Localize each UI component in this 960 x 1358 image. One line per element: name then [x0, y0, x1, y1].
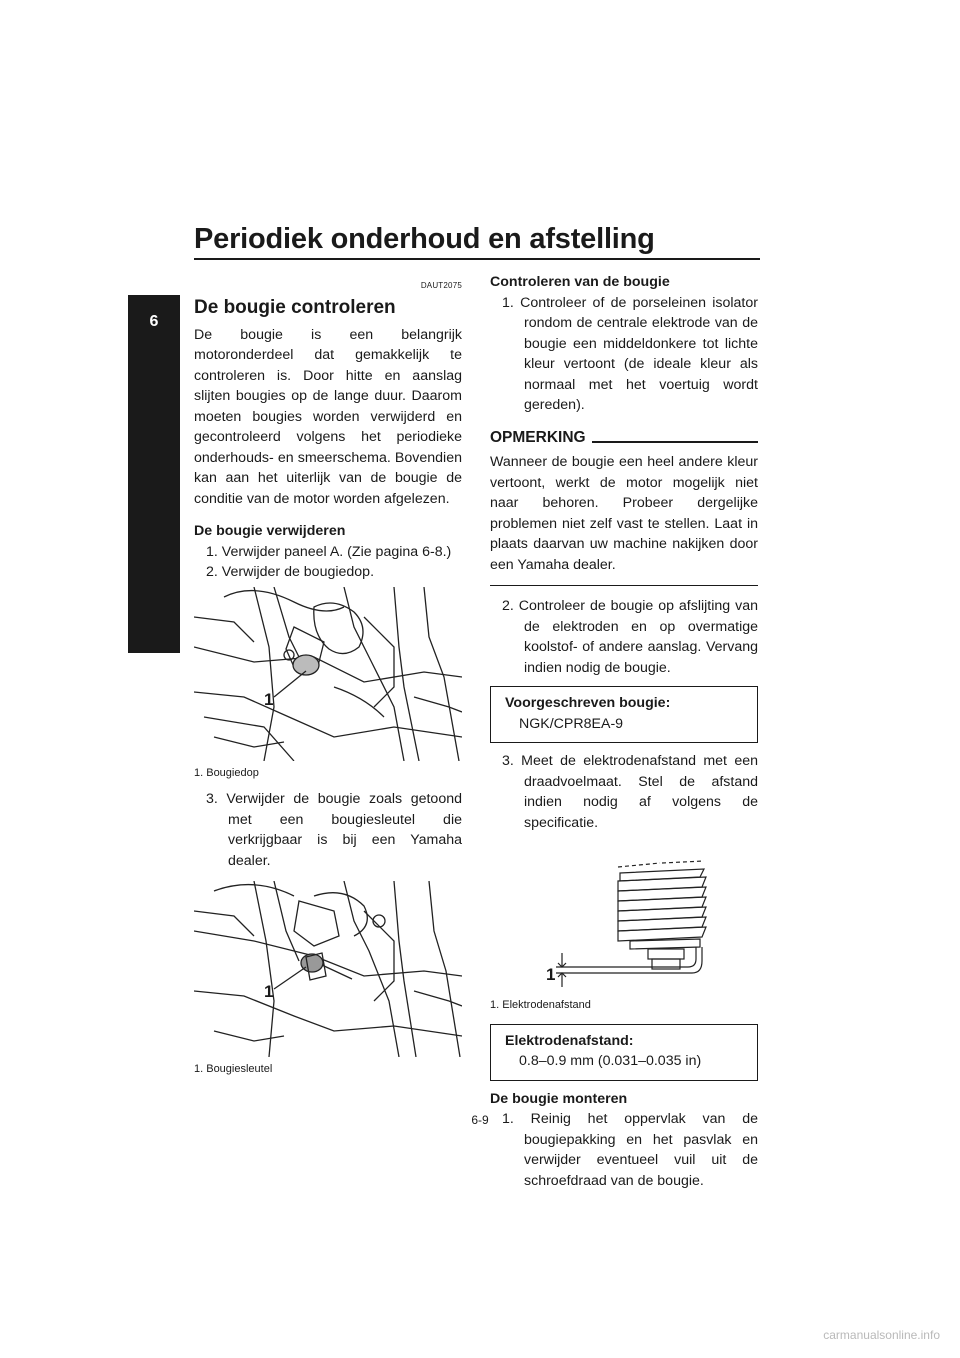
intro-paragraph: De bougie is een belangrijk motoronderdeel dat gemakkelijk te controleren is. Door hitte en aanslag slijten bougies op de lange duur. Daarom moeten bougies worden verwijderd en gecontroleerd volgens het periodieke onderhouds- en smeerschema. Bovendien kan aan het uiterlijk van de bougie de conditie van de motor worden afgelezen.	[194, 326, 462, 507]
spec-box-gap	[490, 1024, 758, 1081]
header-rule	[194, 258, 760, 260]
removal-step-1: 1. Verwijder paneel A. (Zie pagina 6-8.)	[206, 543, 452, 560]
figure-plug-cap	[194, 587, 462, 761]
chapter-tab[interactable]: 6	[128, 295, 180, 653]
spec2-title: Elektrodenafstand:	[505, 1032, 634, 1049]
fig3-label: 1	[546, 965, 556, 984]
fig1-label: 1	[264, 689, 274, 709]
note-heading	[490, 428, 758, 449]
electrode-gap-illustration	[490, 843, 758, 993]
right-column	[490, 272, 758, 1191]
page-number: 6-9	[471, 1113, 489, 1127]
note-title-rule	[592, 441, 758, 443]
section-code: DAUT2075	[420, 281, 462, 290]
inspection-step-3: 3. Meet de elektrodenafstand met een draadvoelmaat. Stel de afstand indien nodig af volgens de specificatie.	[502, 753, 758, 831]
fig2-label: 1	[264, 982, 274, 1001]
figure-electrode-gap	[490, 843, 758, 993]
installation-heading: De bougie monteren	[490, 1090, 628, 1107]
spec-box-plug	[490, 686, 758, 743]
page-title: Periodiek onderhoud en afstelling	[194, 223, 655, 255]
removal-heading: De bougie verwijderen	[194, 523, 346, 539]
removal-step-2: 2. Verwijder de bougiedop.	[206, 564, 375, 580]
figure-plug-wrench	[194, 881, 462, 1057]
fig1-caption: 1. Bougiedop	[194, 766, 259, 779]
note-title: OPMERKING	[490, 428, 586, 446]
installation-step-1: 1. Reinig het oppervlak van de bougiepakking en het pasvlak en verwijder eventueel vuil uit de schroefdraad van de bougie.	[502, 1111, 758, 1189]
watermark: carmanualsonline.info	[823, 1328, 940, 1342]
inspection-step-2: 2. Controleer de bougie op afslijting van de elektroden en op overmatige koolstof- of andere aanslag. Vervang indien nodig de bougie.	[502, 598, 758, 676]
spec2-value: 0.8–0.9 mm (0.031–0.035 in)	[519, 1053, 702, 1069]
fig3-caption: 1. Elektrodenafstand	[490, 999, 591, 1011]
removal-step-3: 3. Verwijder de bougie zoals getoond met een bougiesleutel die verkrijgbaar is bij een Yamaha dealer.	[206, 791, 462, 869]
section-title: De bougie controleren	[194, 296, 396, 318]
note-end-rule	[490, 585, 758, 586]
inspection-heading: Controleren van de bougie	[490, 274, 670, 290]
spec1-title: Voorgeschreven bougie:	[505, 695, 671, 711]
plug-cap-illustration	[194, 587, 462, 761]
note-text: Wanneer de bougie een heel andere kleur vertoont, werkt de motor mogelijk niet naar behoren. Probeer dergelijke problemen niet zelf vast te stellen. Laat in plaats daarvan uw machine nakijken door een Yamaha dealer.	[490, 454, 758, 573]
plug-wrench-illustration	[194, 881, 462, 1057]
inspection-step-1: 1. Controleer of de porseleinen isolator rondom de centrale elektrode van de bougie een middeldonkere tot lichte kleur vertoont (de ideale kleur als normaal met het voertuig wordt gereden).	[502, 294, 758, 413]
left-column	[194, 268, 462, 1080]
spec1-value: NGK/CPR8EA-9	[519, 715, 624, 732]
fig2-caption: 1. Bougiesleutel	[194, 1063, 273, 1075]
